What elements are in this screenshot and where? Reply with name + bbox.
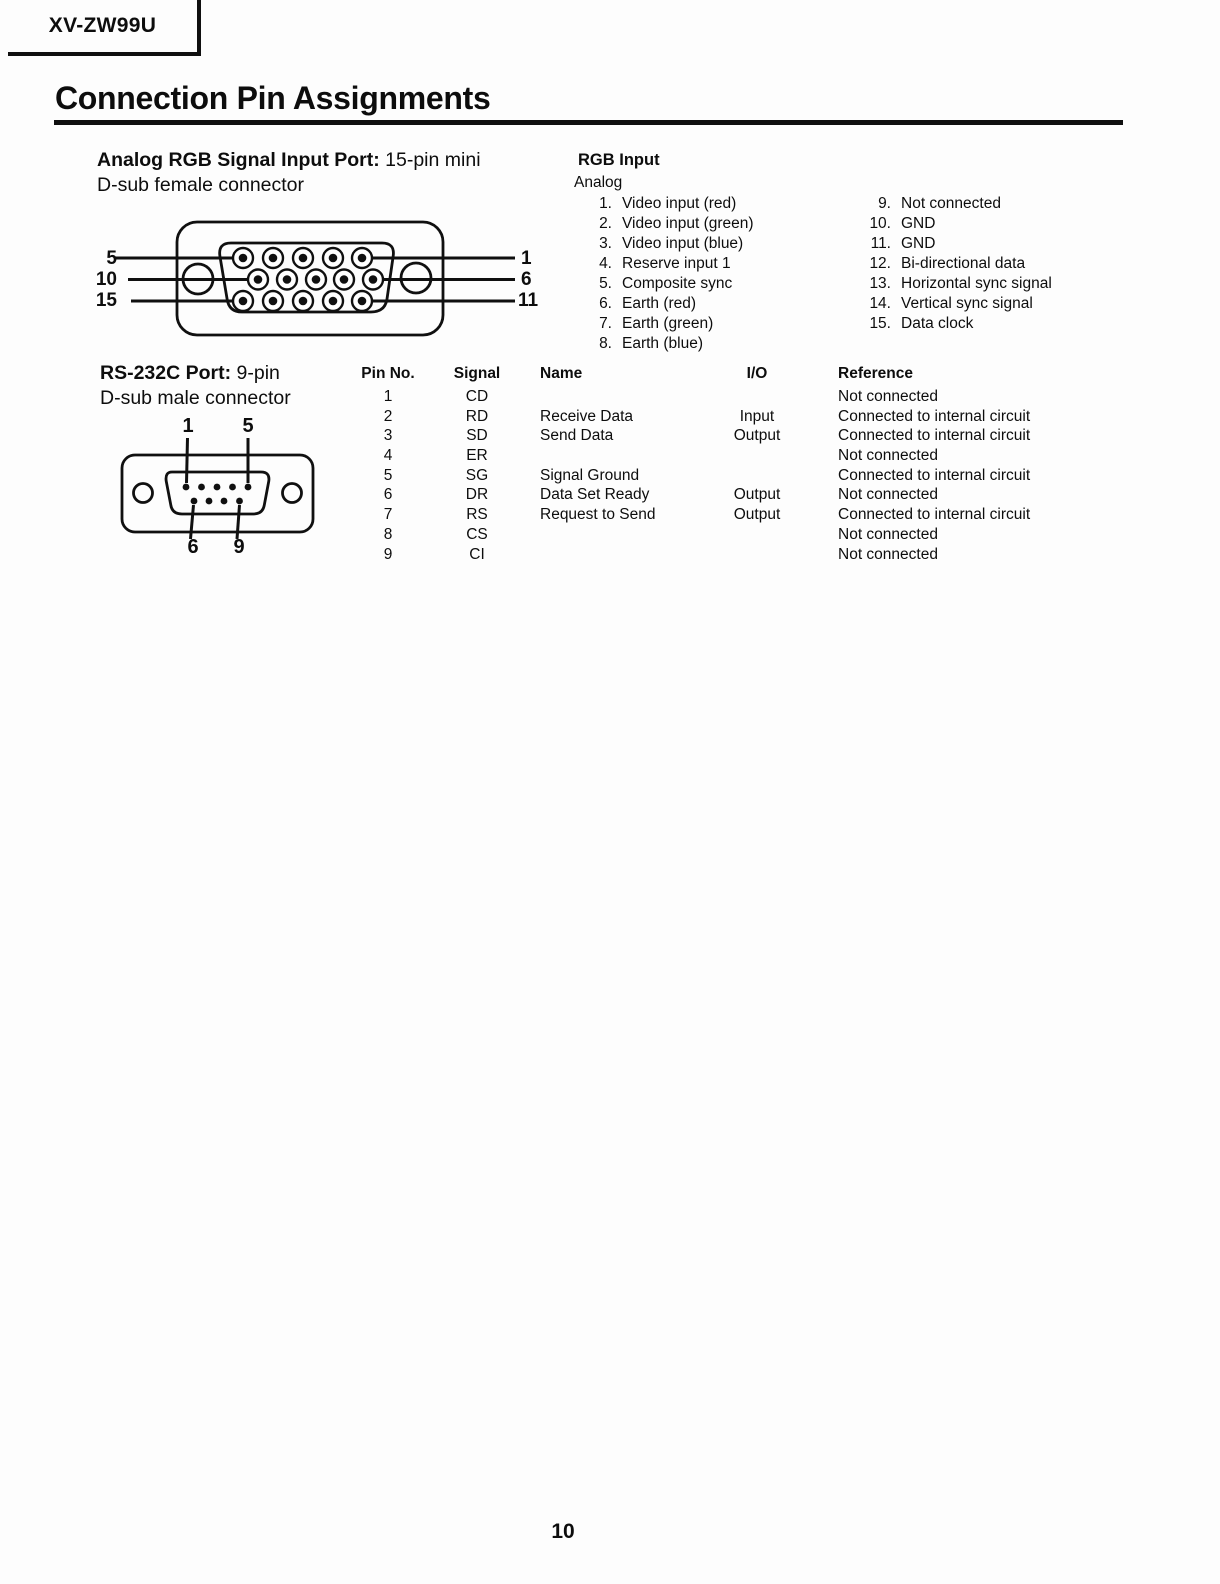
rs232-table-row-7: 7 RS Request to Send Output Connected to internal circuit xyxy=(383,506,1031,524)
dsub9-pin-label-6: 6 xyxy=(187,536,199,558)
header-pin-no: Pin No. xyxy=(361,365,415,382)
screw-hole-right xyxy=(283,484,302,503)
rs232-heading xyxy=(100,361,291,411)
rgb-pin-item-6: 6. Earth (red) xyxy=(599,295,697,312)
rs232-table-row-2: 2 RD Receive Data Input Connected to internal circuit xyxy=(383,407,1031,425)
rs232-heading-bold: RS-232C Port: xyxy=(100,362,232,384)
rs232-table-row-1: 1 CD Not connected xyxy=(383,388,938,405)
header-reference: Reference xyxy=(838,365,913,382)
dsub9-shell xyxy=(122,455,313,532)
rgb-pin-item-2: 2. Video input (green) xyxy=(599,215,754,232)
rgb-pin-item-12: 12. Bi-directional data xyxy=(869,255,1026,272)
header-signal: Signal xyxy=(453,365,501,382)
model-tag xyxy=(8,0,201,56)
rs232-table-row-5: 5 SG Signal Ground Connected to internal circuit xyxy=(383,466,1031,484)
header-io: I/O xyxy=(746,365,768,382)
rs232-heading-tail: 9-pin xyxy=(231,362,280,384)
rgb-pin-item-8: 8. Earth (blue) xyxy=(599,335,703,352)
rgb-pin-item-13: 13. Horizontal sync signal xyxy=(869,275,1052,292)
dsub15-pin-label-5: 5 xyxy=(106,248,117,269)
rgb-pin-item-1: 1. Video input (red) xyxy=(599,195,737,212)
rs232-table-row-4: 4 ER Not connected xyxy=(383,447,938,465)
rgb-pin-item-5: 5. Composite sync xyxy=(599,275,733,292)
rgb-pin-item-14: 14. Vertical sync signal xyxy=(869,295,1033,312)
rgb-pin-item-10: 10. GND xyxy=(869,215,936,232)
rgb-pin-item-9: 9. Not connected xyxy=(878,195,1001,212)
dsub15-pin-label-11: 11 xyxy=(518,290,539,311)
model-label: XV-ZW99U xyxy=(48,14,157,37)
rgb-input-title: RGB Input xyxy=(578,151,660,169)
dsub15-connector-diagram xyxy=(88,215,558,345)
rgb-pin-item-11: 11. GND xyxy=(870,235,936,252)
dsub15-pin-label-1: 1 xyxy=(521,248,532,269)
dsub9-pin-label-9: 9 xyxy=(233,536,245,558)
dsub15-pin-label-6: 6 xyxy=(521,269,532,290)
rgb-pin-list-left xyxy=(574,194,754,354)
rgb-pin-item-15: 15. Data clock xyxy=(869,315,974,332)
dsub15-pin-label-10: 10 xyxy=(95,269,117,290)
dsub9-pin-label-5: 5 xyxy=(242,415,254,437)
rgb-input-subtitle: Analog xyxy=(574,174,623,191)
screw-hole-left xyxy=(134,484,153,503)
dsub9-pins xyxy=(183,484,252,505)
dsub15-pin-label-15: 15 xyxy=(95,290,117,311)
dsub9-connector-diagram xyxy=(110,415,340,560)
analog-rgb-heading-line1 xyxy=(97,148,481,173)
rgb-pin-item-7: 7. Earth (green) xyxy=(599,315,714,332)
rs232-heading-line2: D-sub male connector xyxy=(100,387,291,409)
dsub9-pin-label-1: 1 xyxy=(182,415,194,437)
page-title: Connection Pin Assignments xyxy=(55,80,491,116)
rs232-table xyxy=(358,364,1158,564)
rs232-table-row-6: 6 DR Data Set Ready Output Not connected xyxy=(383,486,938,504)
rgb-pin-item-3: 3. Video input (blue) xyxy=(599,235,744,252)
analog-rgb-heading-line2: D-sub female connector xyxy=(97,174,305,196)
rs232-table-row-3: 3 SD Send Data Output Connected to internal circuit xyxy=(383,427,1031,445)
analog-rgb-heading-tail: 15-pin mini xyxy=(379,149,481,171)
page-number: 10 xyxy=(551,1520,575,1543)
rs232-table-row-9: 9 CI Not connected xyxy=(383,545,938,563)
dsub15-pins xyxy=(233,248,383,311)
analog-rgb-heading-bold: Analog RGB Signal Input Port: xyxy=(97,149,380,171)
analog-rgb-heading xyxy=(97,148,481,198)
title-rule xyxy=(54,120,1123,125)
rs232-heading-line1 xyxy=(100,361,291,386)
rs232-table-header-row xyxy=(358,364,1158,387)
header-name: Name xyxy=(540,365,583,382)
rgb-pin-item-4: 4. Reserve input 1 xyxy=(599,255,731,272)
rgb-pin-list-right xyxy=(853,194,1052,334)
rs232-table-row-8: 8 CS Not connected xyxy=(383,525,938,543)
